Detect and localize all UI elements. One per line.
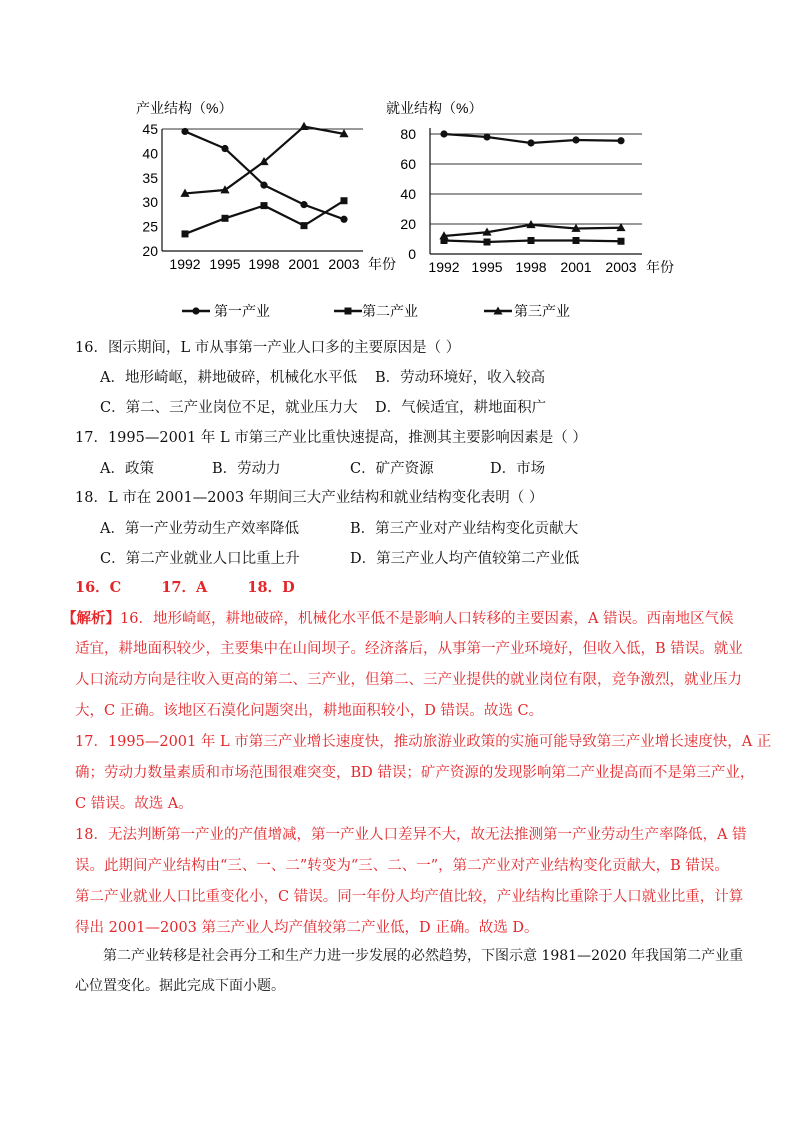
y-tick-label: 40 <box>400 186 416 202</box>
x-tick-label: 2003 <box>605 259 637 275</box>
data-point <box>618 238 625 245</box>
legend-label-tertiary: 第三产业 <box>514 303 570 319</box>
y-tick-label: 35 <box>142 169 158 186</box>
x-tick-label: 1995 <box>209 256 241 272</box>
chart-legend <box>180 298 600 324</box>
x-tick-label: 1998 <box>248 256 280 272</box>
answer-17: 17．A <box>161 579 208 596</box>
data-point <box>222 215 229 222</box>
data-point <box>573 237 580 244</box>
answer-18: 18．D <box>247 579 295 596</box>
y-tick-label: 45 <box>142 121 158 137</box>
analysis-line: C 错误。故选 A。 <box>75 796 193 812</box>
industry-structure-chart <box>128 96 396 276</box>
option-d: D．气候适宜，耕地面积广 <box>375 400 547 416</box>
y-tick-label: 60 <box>400 156 416 172</box>
analysis-line: 18．无法判断第一产业的产值增减，第一产业人口差异不大，故无法推测第一产业劳动生产率降低，A 错 <box>75 827 747 843</box>
x-tick-label: 2001 <box>288 256 320 272</box>
data-point <box>181 128 188 135</box>
data-point <box>617 137 624 144</box>
option-a: A．政策 <box>100 461 154 477</box>
analysis-line: 大，C 正确。该地区石漠化问题突出，耕地面积较小，D 错误。故选 C。 <box>75 703 544 719</box>
analysis-line: 16．地形崎岖，耕地破碎，机械化水平低不是影响人口转移的主要因素，A 错误。西南地区气候 <box>120 611 734 627</box>
y-tick-label: 25 <box>142 218 158 235</box>
legend-item-primary <box>182 303 270 319</box>
legend-label-secondary: 第二产业 <box>362 303 418 319</box>
legend-label-primary: 第一产业 <box>214 303 270 319</box>
data-point <box>260 182 267 189</box>
data-point <box>572 136 579 143</box>
circle-marker-icon <box>192 307 199 314</box>
option-a: A．第一产业劳动生产效率降低 <box>100 521 299 537</box>
intro-line: 心位置变化。据此完成下面小题。 <box>75 978 285 994</box>
y-tick-label: 40 <box>142 145 158 162</box>
y-tick-label: 0 <box>408 246 416 262</box>
y-tick-label: 30 <box>142 194 158 211</box>
option-d: D．第三产业人均产值较第二产业低 <box>350 551 580 567</box>
data-point <box>301 222 308 229</box>
option-d: D．市场 <box>490 461 546 477</box>
y-tick-label: 20 <box>400 216 416 232</box>
data-point <box>299 122 308 130</box>
chart2-ylabel: 就业结构（%） <box>386 100 483 116</box>
data-point <box>528 237 535 244</box>
data-point <box>483 133 490 140</box>
analysis-line: 人口流动方向是往收入更高的第二、三产业，但第二、三产业提供的就业岗位有限，竞争激烈，就业压力 <box>75 672 742 688</box>
question-stem: 17．1995—2001 年 L 市第三产业比重快速提高，推测其主要影响因素是（ ） <box>75 430 587 446</box>
legend-item-tertiary <box>484 303 570 319</box>
data-point <box>300 201 307 208</box>
x-tick-label: 2001 <box>560 259 592 275</box>
data-point <box>484 239 491 246</box>
option-c: C．第二产业就业人口比重上升 <box>100 551 300 567</box>
question-stem: 18．L 市在 2001—2003 年期间三大产业结构和就业结构变化表明（ ） <box>75 490 544 506</box>
intro-line: 第二产业转移是社会再分工和生产力进一步发展的必然趋势，下图示意 1981—2020 年我国第二产业重 <box>103 948 744 964</box>
legend-item-secondary <box>334 303 418 319</box>
data-point <box>527 139 534 146</box>
chart1-ylabel: 产业结构（%） <box>136 100 233 116</box>
analysis-line: 17．1995—2001 年 L 市第三产业增长速度快，推动旅游业政策的实施可能导致第三产业增长速度快，A 正 <box>75 734 772 750</box>
data-point <box>340 216 347 223</box>
analysis-line: 适宜，耕地面积较少，主要集中在山间坝子。经济落后，从事第一产业环境好，但收入低，B 错误。就业 <box>75 641 743 657</box>
x-tick-label: 1995 <box>471 259 503 275</box>
question-stem: 16．图示期间，L 市从事第一产业人口多的主要原因是（ ） <box>75 340 461 356</box>
data-point <box>440 130 447 137</box>
x-axis-label: 年份 <box>368 256 396 272</box>
y-tick-label: 80 <box>400 126 416 142</box>
data-point <box>261 202 268 209</box>
analysis-tag: 【解析】 <box>62 610 120 627</box>
x-tick-label: 1992 <box>169 256 201 272</box>
chart2-plot <box>400 126 674 275</box>
option-c: C．第二、三产业岗位不足，就业压力大 <box>100 400 358 416</box>
answer-key <box>75 572 295 604</box>
y-tick-label: 20 <box>142 243 158 259</box>
chart1-plot <box>142 121 396 272</box>
analysis-line: 误。此期间产业结构由“三、一、二”转变为“三、二、一”，第二产业对产业结构变化贡献大，B 错误。 <box>75 858 729 874</box>
option-c: C．矿产资源 <box>350 461 434 477</box>
data-point <box>182 230 189 237</box>
analysis-line: 第二产业就业人口比重变化小，C 错误。同一年份人均产值比较，产业结构比重除于人口就业比重，计算 <box>75 889 744 905</box>
analysis-line: 确；劳动力数量素质和市场范围很难突变，BD 错误；矿产资源的发现影响第二产业提高而不是第三产业， <box>75 765 755 781</box>
x-tick-label: 2003 <box>328 256 360 272</box>
option-b: B．第三产业对产业结构变化贡献大 <box>350 521 579 537</box>
option-a: A．地形崎岖，耕地破碎，机械化水平低 <box>100 370 357 386</box>
x-tick-label: 1992 <box>428 259 460 275</box>
data-point <box>341 197 348 204</box>
square-marker-icon <box>345 308 352 315</box>
data-point <box>221 145 228 152</box>
answer-16: 16．C <box>75 579 122 596</box>
option-b: B．劳动力 <box>212 461 281 477</box>
x-axis-label: 年份 <box>646 259 674 275</box>
option-b: B．劳动环境好，收入较高 <box>375 370 546 386</box>
employment-structure-chart <box>380 96 680 276</box>
x-tick-label: 1998 <box>515 259 547 275</box>
analysis-line: 得出 2001—2003 第三产业人均产值较第二产业低，D 正确。故选 D。 <box>75 920 539 936</box>
